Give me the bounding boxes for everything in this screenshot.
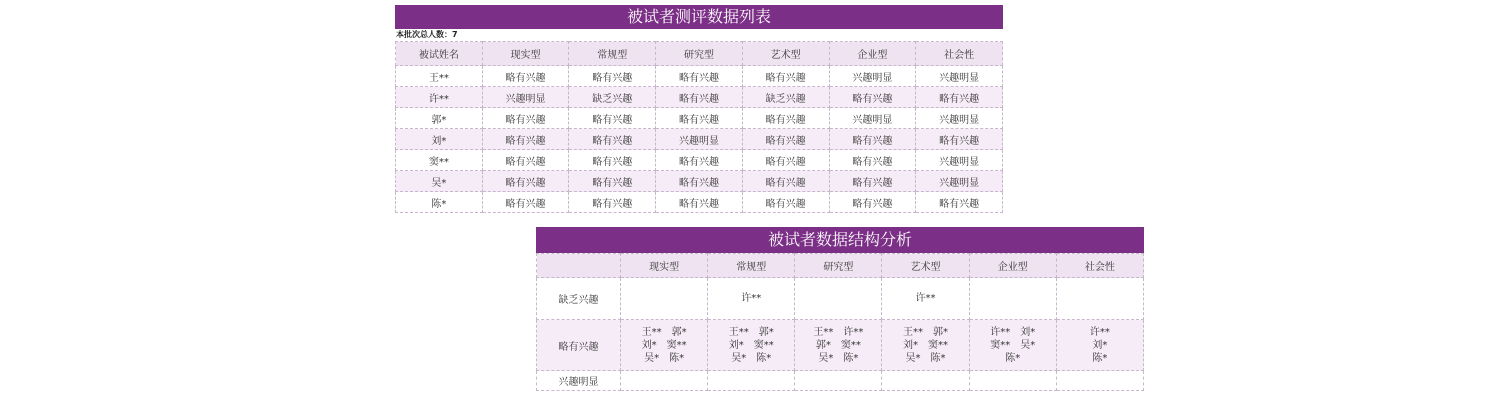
subject-names-line: 许** <box>1089 326 1110 338</box>
subject-group-cell <box>1056 371 1143 391</box>
subject-group-cell <box>708 320 795 371</box>
interest-level-cell: 略有兴趣 <box>742 66 829 87</box>
interest-level-cell: 略有兴趣 <box>916 87 1003 108</box>
interest-level-cell: 略有兴趣 <box>482 129 569 150</box>
column-header: 现实型 <box>621 254 708 278</box>
subject-group-cell <box>795 278 882 320</box>
subject-group-cell <box>1056 320 1143 371</box>
subject-names-line: 王** 郭* <box>641 326 687 338</box>
subject-names-line: 陈* <box>1005 352 1021 364</box>
interest-level-cell: 兴趣明显 <box>482 87 569 108</box>
subject-data-title: 被试者测评数据列表 <box>395 5 1003 29</box>
table-row <box>396 66 1003 87</box>
batch-count-label: 本批次总人数：7 <box>396 30 458 39</box>
subject-group-cell <box>882 371 969 391</box>
subject-name-cell: 刘* <box>396 129 483 150</box>
subject-group-cell <box>1056 278 1143 320</box>
interest-level-cell: 兴趣明显 <box>829 108 916 129</box>
interest-level-cell: 略有兴趣 <box>829 87 916 108</box>
interest-level-cell: 略有兴趣 <box>656 171 743 192</box>
subject-name-cell: 窦** <box>396 150 483 171</box>
interest-level-cell: 略有兴趣 <box>569 192 656 213</box>
subject-names-line: 王** 郭* <box>903 326 949 338</box>
column-header: 常规型 <box>569 42 656 66</box>
subject-names-line: 吴* 陈* <box>731 352 772 364</box>
subject-names-line: 刘* 窦** <box>903 339 949 351</box>
interest-level-cell: 兴趣明显 <box>916 108 1003 129</box>
subject-names-line: 陈* <box>1092 352 1108 364</box>
table-row <box>537 320 1144 371</box>
column-header: 被试姓名 <box>396 42 483 66</box>
column-header: 艺术型 <box>882 254 969 278</box>
subject-name-cell: 吴* <box>396 171 483 192</box>
subject-group-cell <box>882 278 969 320</box>
subject-name-cell: 许** <box>396 87 483 108</box>
interest-level-cell: 兴趣明显 <box>656 129 743 150</box>
subject-names-line: 吴* 陈* <box>818 352 859 364</box>
table-row <box>396 192 1003 213</box>
subject-data-table <box>395 41 1003 213</box>
subject-names-line: 吴* 陈* <box>905 352 946 364</box>
subject-names-line: 王** 许** <box>813 326 864 338</box>
interest-level-cell: 兴趣明显 <box>916 66 1003 87</box>
interest-level-cell: 略有兴趣 <box>742 108 829 129</box>
interest-level-cell: 兴趣明显 <box>916 171 1003 192</box>
column-header: 企业型 <box>829 42 916 66</box>
table-header-row <box>537 254 1144 278</box>
table-header-row <box>396 42 1003 66</box>
interest-level-cell: 缺乏兴趣 <box>569 87 656 108</box>
subject-name-cell: 王** <box>396 66 483 87</box>
subject-names-line: 刘* 窦** <box>728 339 774 351</box>
interest-level-cell: 略有兴趣 <box>482 171 569 192</box>
column-header: 研究型 <box>795 254 882 278</box>
interest-level-cell: 略有兴趣 <box>742 171 829 192</box>
subject-group-cell <box>795 371 882 391</box>
interest-level-cell: 略有兴趣 <box>656 87 743 108</box>
interest-level-cell: 略有兴趣 <box>742 192 829 213</box>
interest-level-cell: 略有兴趣 <box>482 192 569 213</box>
structure-analysis-table <box>536 253 1144 391</box>
interest-level-cell: 略有兴趣 <box>742 150 829 171</box>
table-row <box>396 87 1003 108</box>
subject-names-line: 郭* 窦** <box>815 339 861 351</box>
subject-group-cell <box>708 371 795 391</box>
subject-names-line: 许** <box>915 293 936 304</box>
interest-level-cell: 兴趣明显 <box>916 150 1003 171</box>
table-row <box>396 150 1003 171</box>
subject-names-line: 许** <box>741 293 762 304</box>
subject-names-line: 刘* 窦** <box>641 339 687 351</box>
subject-name-cell: 郭* <box>396 108 483 129</box>
interest-level-cell: 略有兴趣 <box>829 150 916 171</box>
column-header: 常规型 <box>708 254 795 278</box>
subject-group-cell <box>795 320 882 371</box>
subject-names-line: 窦** 吴* <box>990 339 1036 351</box>
table-row <box>396 108 1003 129</box>
column-header: 社会性 <box>916 42 1003 66</box>
column-header: 企业型 <box>969 254 1056 278</box>
interest-level-label: 略有兴趣 <box>537 320 621 371</box>
column-header: 社会性 <box>1056 254 1143 278</box>
table-row <box>537 371 1144 391</box>
interest-level-cell: 略有兴趣 <box>482 66 569 87</box>
subject-names-line: 王** 郭* <box>728 326 774 338</box>
interest-level-cell: 略有兴趣 <box>569 108 656 129</box>
subject-group-cell <box>621 371 708 391</box>
column-header: 艺术型 <box>742 42 829 66</box>
interest-level-cell: 略有兴趣 <box>482 150 569 171</box>
column-header <box>537 254 621 278</box>
subject-group-cell <box>621 278 708 320</box>
interest-level-cell: 略有兴趣 <box>569 66 656 87</box>
subject-group-cell <box>708 278 795 320</box>
subject-group-cell <box>621 320 708 371</box>
interest-level-cell: 略有兴趣 <box>742 129 829 150</box>
interest-level-cell: 略有兴趣 <box>916 129 1003 150</box>
subject-data-panel <box>395 5 1003 213</box>
subject-names-line: 刘* <box>1092 339 1108 351</box>
interest-level-cell: 略有兴趣 <box>656 66 743 87</box>
column-header: 研究型 <box>656 42 743 66</box>
subject-group-cell <box>969 371 1056 391</box>
interest-level-cell: 略有兴趣 <box>829 171 916 192</box>
interest-level-cell: 缺乏兴趣 <box>742 87 829 108</box>
subject-group-cell <box>882 320 969 371</box>
interest-level-label: 缺乏兴趣 <box>537 278 621 320</box>
interest-level-cell: 略有兴趣 <box>916 192 1003 213</box>
interest-level-cell: 略有兴趣 <box>569 171 656 192</box>
interest-level-cell: 略有兴趣 <box>829 129 916 150</box>
interest-level-cell: 兴趣明显 <box>829 66 916 87</box>
table-row <box>396 129 1003 150</box>
interest-level-cell: 略有兴趣 <box>656 192 743 213</box>
table-row <box>537 278 1144 320</box>
interest-level-cell: 略有兴趣 <box>829 192 916 213</box>
interest-level-label: 兴趣明显 <box>537 371 621 391</box>
interest-level-cell: 略有兴趣 <box>569 129 656 150</box>
subject-group-cell <box>969 278 1056 320</box>
interest-level-cell: 略有兴趣 <box>656 150 743 171</box>
column-header: 现实型 <box>482 42 569 66</box>
subject-names-line: 吴* 陈* <box>644 352 685 364</box>
interest-level-cell: 略有兴趣 <box>656 108 743 129</box>
interest-level-cell: 略有兴趣 <box>569 150 656 171</box>
table-row <box>396 171 1003 192</box>
structure-analysis-panel <box>536 227 1144 391</box>
structure-analysis-title: 被试者数据结构分析 <box>536 227 1144 253</box>
interest-level-cell: 略有兴趣 <box>482 108 569 129</box>
subject-group-cell <box>969 320 1056 371</box>
subject-names-line: 许** 刘* <box>990 326 1036 338</box>
subject-name-cell: 陈* <box>396 192 483 213</box>
